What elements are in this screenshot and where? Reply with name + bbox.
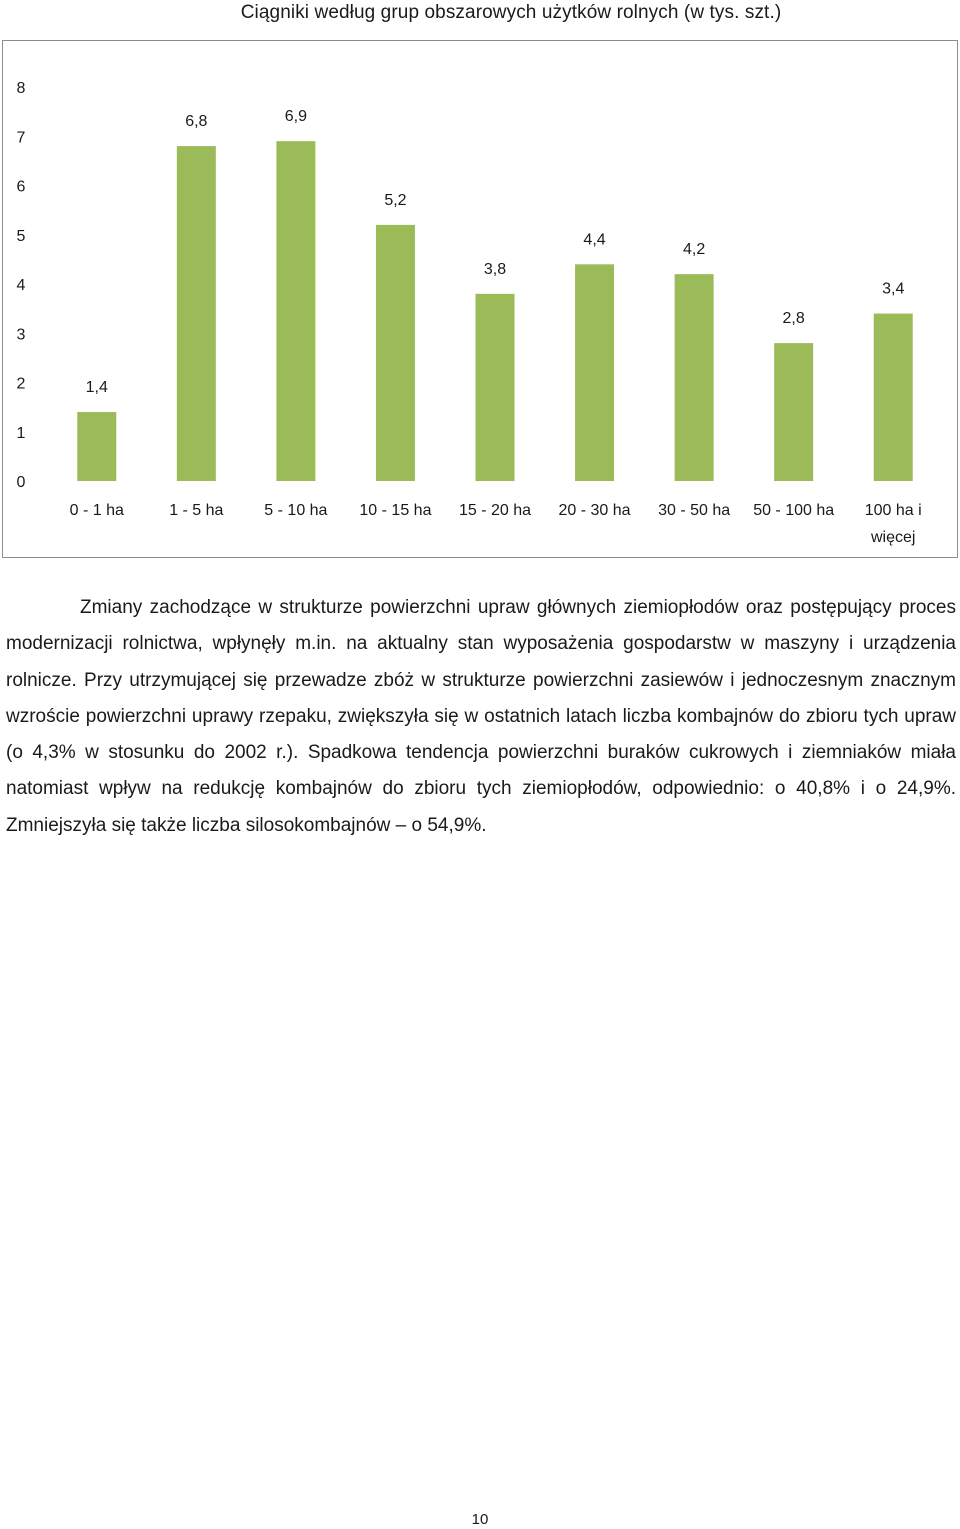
y-tick-label: 5 xyxy=(16,227,26,245)
x-tick-label: 0 - 1 ha xyxy=(69,502,124,519)
data-label: 3,4 xyxy=(882,280,905,298)
y-tick-label: 1 xyxy=(16,424,26,442)
data-label: 3,8 xyxy=(483,260,507,278)
y-tick-label: 8 xyxy=(16,80,26,97)
x-tick-label: 30 - 50 ha xyxy=(658,502,731,519)
x-tick-label: 10 - 15 ha xyxy=(359,502,432,519)
y-tick-label: 3 xyxy=(16,326,26,344)
x-tick-label: 100 ha i xyxy=(864,502,922,519)
data-label: 4,4 xyxy=(583,231,606,249)
data-label: 5,2 xyxy=(384,191,407,209)
y-tick-label: 6 xyxy=(16,178,26,196)
data-label: 6,9 xyxy=(284,108,308,126)
data-label: 2,8 xyxy=(782,310,805,328)
bar xyxy=(376,225,415,481)
bar xyxy=(575,264,614,481)
x-tick-label: więcej xyxy=(870,529,916,546)
page-number: 10 xyxy=(471,1511,489,1528)
y-tick-label: 7 xyxy=(16,129,26,147)
chart-area xyxy=(2,40,958,558)
bar xyxy=(476,294,515,481)
y-tick-label: 0 xyxy=(16,474,26,491)
y-tick-label: 2 xyxy=(16,375,26,393)
bar-chart xyxy=(3,41,959,559)
x-tick-label: 15 - 20 ha xyxy=(458,502,532,519)
body-paragraph xyxy=(6,590,956,844)
bar xyxy=(276,141,315,481)
y-tick-label: 4 xyxy=(16,277,26,294)
x-tick-label: 20 - 30 ha xyxy=(558,502,631,519)
bar xyxy=(77,412,116,481)
x-tick-label: 5 - 10 ha xyxy=(264,502,328,519)
data-label: 1,4 xyxy=(85,379,108,397)
paragraph-text: Zmiany zachodzące w strukturze powierzchni upraw głównych ziemiopłodów oraz postępujący proces modernizacji rolnictwa, wpłynęły m.in. na aktualny stan wyposażenia gospodarstw w maszyny i urządzenia rolnicze. Przy utrzymującej się przewadze zbóż w strukturze powierzchni zasiewów i jednoczesnym znacznym wzroście powierzchni uprawy rzepaku, zwiększyła się w ostatnich latach liczba kombajnów do zbioru tych upraw (o 4,3% w stosunku do 2002 r.). Spadkowa tendencja powierzchni buraków cukrowych i ziemniaków miała natomiast wpływ na redukcję kombajnów do zbioru tych ziemiopłodów, odpowiednio: o 40,8% i o 24,9%. Zmniejszyła się także liczba silosokombajnów – o 54,9%. xyxy=(6,597,956,836)
data-label: 6,8 xyxy=(185,113,208,131)
x-tick-label: 50 - 100 ha xyxy=(753,502,835,519)
x-tick-label: 1 - 5 ha xyxy=(169,502,224,519)
bar xyxy=(874,314,913,481)
chart-title: Ciągniki według grup obszarowych użytków rolnych (w tys. szt.) xyxy=(240,2,782,23)
bar xyxy=(774,343,813,481)
bar xyxy=(177,146,216,481)
data-label: 4,2 xyxy=(682,241,706,259)
bar xyxy=(675,274,714,481)
